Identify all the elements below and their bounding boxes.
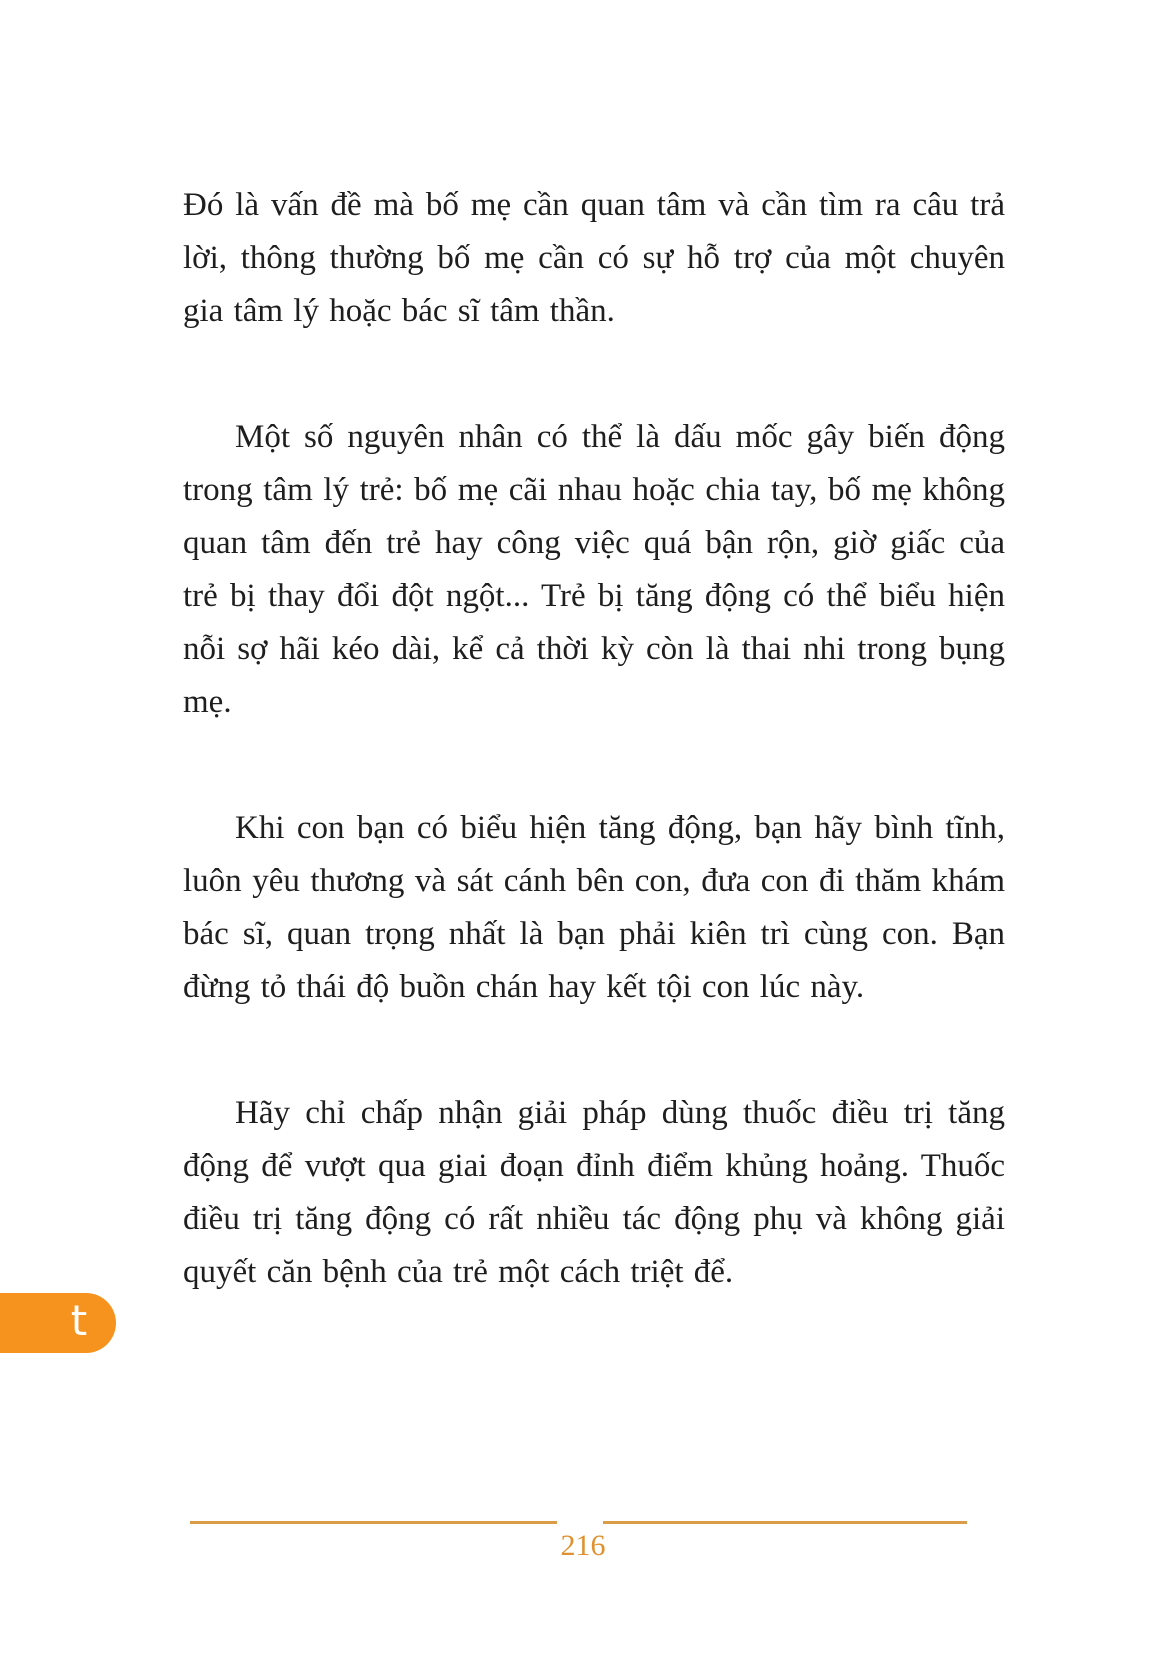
body-text	[183, 179, 1005, 1299]
thumb-index-tab	[0, 1293, 116, 1353]
paragraph-2: Một số nguyên nhân có thể là dấu mốc gây biến động trong tâm lý trẻ: bố mẹ cãi nhau hoặc chia tay, bố mẹ không quan tâm đến trẻ hay công việc quá bận rộn, giờ giấc của trẻ bị thay đổi đột ngột... Trẻ bị tăng động có thể biểu hiện nỗi sợ hãi kéo dài, kể cả thời kỳ còn là thai nhi trong bụng mẹ.	[183, 419, 1005, 720]
paragraph-4: Hãy chỉ chấp nhận giải pháp dùng thuốc điều trị tăng động để vượt qua giai đoạn đỉnh điểm khủng hoảng. Thuốc điều trị tăng động có rất nhiều tác động phụ và không giải quyết căn bệnh của trẻ một cách triệt để.	[183, 1095, 1005, 1290]
page-number: 216	[560, 1529, 606, 1562]
footer-rule-left	[190, 1521, 557, 1524]
paragraph-1: Đó là vấn đề mà bố mẹ cần quan tâm và cần tìm ra câu trả lời, thông thường bố mẹ cần có sự hỗ trợ của một chuyên gia tâm lý hoặc bác sĩ tâm thần.	[183, 187, 1005, 329]
footer-rule-right	[603, 1521, 967, 1524]
thumb-index-tab-letter: t	[70, 1296, 88, 1345]
paragraph-3: Khi con bạn có biểu hiện tăng động, bạn hãy bình tĩnh, luôn yêu thương và sát cánh bên con, đưa con đi thăm khám bác sĩ, quan trọng nhất là bạn phải kiên trì cùng con. Bạn đừng tỏ thái độ buồn chán hay kết tội con lúc này.	[183, 810, 1005, 1005]
